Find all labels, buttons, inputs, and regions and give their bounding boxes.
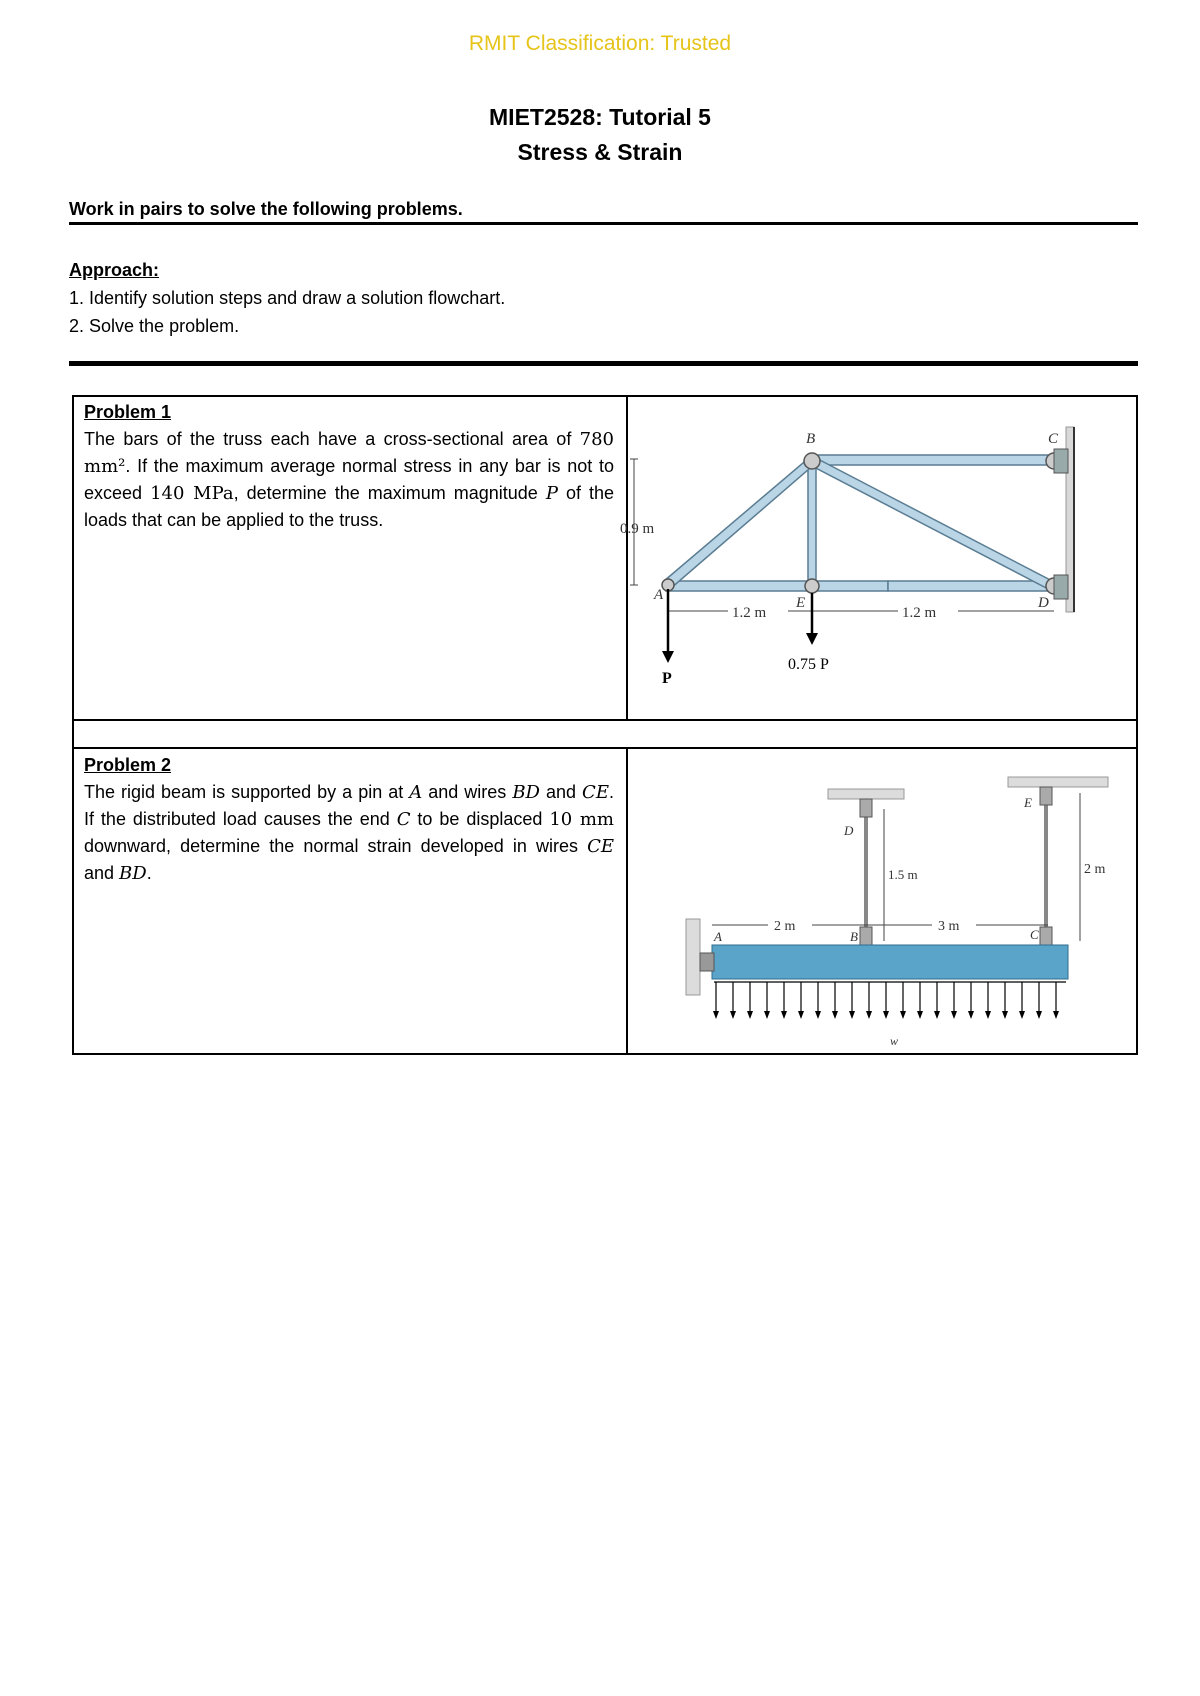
member-bc (812, 455, 1056, 465)
span-right-label: 1.2 m (902, 605, 937, 621)
wire-end-e (1040, 787, 1052, 805)
problem-2-text: . (146, 863, 152, 883)
problem-2-text: downward, determine the normal strain developed in wires (84, 836, 588, 856)
label-c: C (1030, 927, 1039, 942)
dim-ab-label: 2 m (774, 919, 796, 934)
wall-a (686, 919, 700, 995)
instructions: Work in pairs to solve the following problems. (69, 199, 463, 219)
load-arrow-head (1019, 1011, 1025, 1019)
member-be (808, 459, 816, 585)
tutorial-subtitle: Stress & Strain (517, 139, 683, 165)
problem-2-text: and (539, 782, 583, 802)
problem-1-title: Problem 1 (84, 402, 172, 422)
problem-1-text: The bars of the truss each have a cross-sectional area of (84, 429, 580, 449)
load-arrow-head (713, 1011, 719, 1019)
label-b: B (806, 431, 816, 447)
load-arrow-head (1036, 1011, 1042, 1019)
area-value: 780 mm² (84, 429, 614, 477)
problem-2-text: to be displaced (410, 809, 550, 829)
load-arrow-head (1053, 1011, 1059, 1019)
bracket-d (1054, 575, 1068, 599)
point-label: A (409, 782, 423, 803)
wire-label: CE (582, 782, 609, 803)
problem-2-text: . If the distributed load causes the end (84, 782, 614, 829)
load-arrow-head (781, 1011, 787, 1019)
problem-2-title: Problem 2 (84, 755, 172, 775)
load-arrow-head (1002, 1011, 1008, 1019)
approach-step: 2. Solve the problem. (69, 316, 240, 336)
member-ed (888, 581, 1056, 591)
truss-joints (662, 453, 1062, 594)
problem-2-text: and (84, 863, 120, 883)
load-a-label: P (662, 670, 672, 687)
problem-1-text: , determine the maximum magnitude (233, 483, 546, 503)
label-d: D (1038, 595, 1049, 611)
load-w-label: w (890, 1034, 899, 1048)
load-arrow-head (985, 1011, 991, 1019)
point-label: C (396, 809, 411, 830)
load-arrow-head (815, 1011, 821, 1019)
load-arrow-head (900, 1011, 906, 1019)
label-a: A (714, 929, 722, 944)
distributed-load-arrows (713, 982, 1059, 1019)
rigid-beam (712, 945, 1068, 979)
member-ae (666, 581, 888, 591)
wire-label: BD (119, 863, 147, 884)
stress-value: 140 MPa (150, 483, 234, 504)
wire-end-d (860, 799, 872, 817)
wire-end-b (860, 927, 872, 945)
approach-step: 1. Identify solution steps and draw a solution flowchart. (69, 288, 506, 308)
dim-bc-label: 3 m (938, 919, 960, 934)
load-arrow-head (747, 1011, 753, 1019)
label-e: E (796, 595, 806, 611)
wire-end-c (1040, 927, 1052, 945)
dim-bd-label: 1.5 m (888, 867, 918, 882)
label-b: B (850, 929, 858, 944)
load-arrow-head (866, 1011, 872, 1019)
problem-1-text: of the loads that can be applied to the truss. (84, 483, 614, 530)
joint-e (805, 579, 819, 593)
label-d: D (844, 823, 854, 838)
beam-figure (628, 749, 1136, 1053)
load-arrow-head (832, 1011, 838, 1019)
member-ab (664, 457, 816, 589)
member-bd (810, 457, 1056, 591)
load-arrow-head (798, 1011, 804, 1019)
span-left-label: 1.2 m (732, 605, 767, 621)
truss-figure (620, 397, 1136, 719)
wire-label: CE (587, 836, 614, 857)
approach-section (69, 256, 505, 340)
dim-ce-label: 2 m (1084, 862, 1106, 877)
load-arrow-head (730, 1011, 736, 1019)
load-arrow-head (968, 1011, 974, 1019)
label-c: C (1048, 431, 1059, 447)
load-arrow-head (849, 1011, 855, 1019)
load-arrow-head (917, 1011, 923, 1019)
divider (69, 222, 1138, 225)
load-arrow-head (934, 1011, 940, 1019)
problem-1-text: . If the maximum average normal stress in any bar is not to exceed (84, 456, 614, 503)
truss-members (664, 455, 1056, 591)
approach-heading: Approach: (69, 260, 159, 280)
load-arrow-head (951, 1011, 957, 1019)
joint-b (804, 453, 820, 469)
problem-2 (84, 752, 614, 887)
spacer-row (72, 719, 1138, 749)
displacement-value: 10 mm (549, 809, 615, 830)
course-title: MIET2528: Tutorial 5 (489, 104, 711, 130)
problem-2-text: and wires (422, 782, 513, 802)
wire-label: BD (512, 782, 540, 803)
classification-label: RMIT Classification: Trusted (468, 32, 732, 55)
ceiling-d (828, 789, 904, 799)
load-variable: P (545, 483, 558, 504)
load-arrow-head (764, 1011, 770, 1019)
label-a: A (654, 587, 664, 603)
problem-2-text: The rigid beam is supported by a pin at (84, 782, 410, 802)
height-label: 0.9 m (620, 521, 655, 537)
load-arrow-head (883, 1011, 889, 1019)
bracket-c (1054, 449, 1068, 473)
load-e-label: 0.75 P (788, 656, 829, 673)
label-e: E (1024, 795, 1032, 810)
problem-1 (84, 399, 614, 534)
divider-thick (69, 361, 1138, 366)
pin-a (700, 953, 714, 971)
ceiling-e (1008, 777, 1108, 787)
